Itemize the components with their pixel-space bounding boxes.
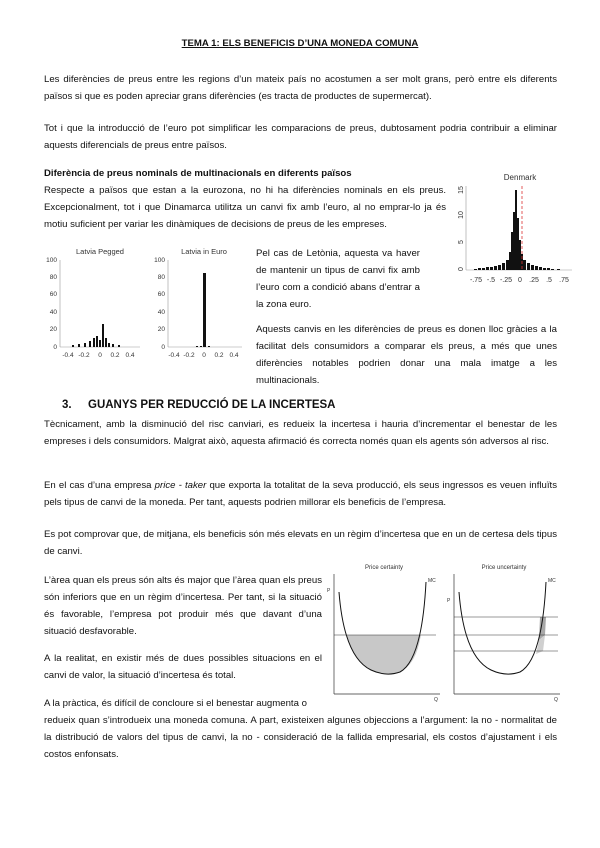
le-ytick-0: 0 <box>161 344 165 351</box>
denmark-xtick-2: -.25 <box>499 277 513 284</box>
le-xtick-4: 0.4 <box>229 352 239 359</box>
chart-denmark <box>454 170 576 285</box>
paragraph-average: Es pot comprovar que, de mitjana, els beneficis són més elevats en un règim d’incertesa que en un de certesa dels tipus de canvi. <box>44 529 557 557</box>
le-xtick-1: -0.2 <box>183 352 195 359</box>
latvia-euro-title: Latvia in Euro <box>181 247 227 256</box>
chart-denmark-title: Denmark <box>503 173 537 182</box>
uncertainty-x-label: Q <box>554 697 558 703</box>
lp-xtick-4: 0.4 <box>125 352 135 359</box>
lp-ytick-5: 100 <box>46 257 57 264</box>
paragraph-reality: A la realitat, en existir més de dues possibles situacions en el canvi de valor, la situació d’incertesa és total. <box>44 653 322 681</box>
lp-ytick-2: 40 <box>49 309 57 316</box>
paragraph-area: L’àrea quan els preus són alts és major que l’àrea quan els preus són inferiors que en un règim d’incertesa. Per tant, si la situació és favorable, l’empresa pot produir més que davant d’una situació desfavorable. <box>44 575 322 637</box>
le-ytick-4: 80 <box>157 274 165 281</box>
certainty-x-label: Q <box>434 697 438 703</box>
paragraph-euro: Tot i que la introducció de l’euro pot simplificar les comparacions de preus, dubtosament podria contribuir a eliminar aquests diferencials de preus entre països. <box>44 123 557 151</box>
price-taker-after: que exporta la totalitat de la seva producció, els seus ingressos es veuen influïts pels tipus de canvi de la moneda. Per tant, aquests podrien millorar els beneficis de l’empresa. <box>44 480 558 508</box>
denmark-xtick-6: .75 <box>559 277 569 284</box>
lp-ytick-3: 60 <box>49 291 57 298</box>
le-xtick-0: -0.4 <box>168 352 180 359</box>
chart-price-uncertainty <box>446 562 564 702</box>
lp-xtick-3: 0.2 <box>110 352 120 359</box>
denmark-xtick-5: .5 <box>546 277 552 284</box>
denmark-ytick-3: 15 <box>458 186 465 194</box>
paragraph-price-taker <box>44 477 557 511</box>
denmark-ytick-1: 5 <box>458 240 465 244</box>
lp-xtick-2: 0 <box>98 352 102 359</box>
certainty-y-label: P <box>327 588 331 594</box>
uncertainty-y-label: P <box>447 598 451 604</box>
le-xtick-2: 0 <box>202 352 206 359</box>
uncertainty-mc-label: MC <box>548 578 556 584</box>
le-ytick-5: 100 <box>154 257 165 264</box>
paragraph-risk: Tècnicament, amb la disminució del risc canviari, es redueix la incertesa i hauria d’incrementar el benestar de les empreses i dels consumidors. Malgrat això, aquesta afirmació és correcta només quan els agents són adversos al risc. <box>44 419 557 447</box>
paragraph-intro: Les diferències de preus entre les regions d’un mateix país no acostumen a ser molt grans, però entre els diferents països si que es poden apreciar grans diferències (es tracta de productes de supermercat). <box>44 74 557 102</box>
le-xtick-3: 0.2 <box>214 352 224 359</box>
chart-latvia-pegged <box>44 244 144 360</box>
paragraph-denmark: Respecte a països que estan a la eurozona, no hi ha diferències nominals en els preus. Excepcionalment, tot i que Dinamarca utilitza un canvi fix amb l’euro, al no emprar-lo ja és motiu suficient per variar les dinàmiques de decisions de preus de les empreses. <box>44 185 446 230</box>
chart-price-certainty <box>326 562 444 702</box>
lp-ytick-0: 0 <box>53 344 57 351</box>
latvia-euro-bars <box>196 273 210 347</box>
certainty-mc-label: MC <box>428 578 436 584</box>
certainty-shaded-area <box>346 635 421 674</box>
lp-xtick-0: -0.4 <box>62 352 74 359</box>
denmark-ytick-2: 10 <box>458 211 465 219</box>
denmark-xtick-4: .25 <box>529 277 539 284</box>
denmark-xtick-3: 0 <box>518 277 522 284</box>
le-ytick-1: 20 <box>157 326 165 333</box>
denmark-bars <box>474 190 560 270</box>
subheading-nominal-prices: Diferència de preus nominals de multinacionals en diferents països <box>44 168 352 179</box>
lp-xtick-1: -0.2 <box>78 352 90 359</box>
lp-ytick-1: 20 <box>49 326 57 333</box>
latvia-pegged-title: Latvia Pegged <box>76 247 124 256</box>
section-3-title: GUANYS PER REDUCCIÓ DE LA INCERTESA <box>88 399 336 411</box>
price-taker-term: price - taker <box>154 480 207 491</box>
section-3-number: 3. <box>62 399 72 411</box>
lp-ytick-4: 80 <box>49 274 57 281</box>
latvia-pegged-bars <box>72 324 120 347</box>
uncertainty-title: Price uncertainty <box>481 565 527 571</box>
le-ytick-2: 40 <box>157 309 165 316</box>
chart-latvia-euro <box>152 244 252 360</box>
price-taker-before: En el cas d’una empresa <box>44 480 155 491</box>
denmark-xtick-0: -.75 <box>469 277 483 284</box>
uncertainty-mc-curve <box>459 582 546 674</box>
le-ytick-3: 60 <box>157 291 165 298</box>
paragraph-changes: Aquests canvis en les diferències de preus es donen lloc gràcies a la facilitat dels consumidors a comparar els preus, a més que unes diferències notables podrien donar una mala imatge a les multinacionals. <box>256 324 557 386</box>
paragraph-practice: redueix quan s’introdueix una moneda comuna. A part, existeixen algunes objeccions a l’argument: la no - normalitat de la distribució de valors del tipus de canvi, la no - consideració de la fallida empresarial, els costos d’ajustament i els costos enfonsats. <box>44 715 557 760</box>
page-title: TEMA 1: ELS BENEFICIS D’UNA MONEDA COMUNA <box>181 38 419 49</box>
denmark-xtick-1: -.5 <box>486 277 496 284</box>
paragraph-latvia: Pel cas de Letònia, aquesta va haver de mantenir un tipus de canvi fix amb l’euro com a condició abans d’entrar a la zona euro. <box>256 248 420 310</box>
paragraph-practice-start: A la pràctica, és difícil de concloure si el benestar augmenta o <box>44 698 307 709</box>
section-3-heading <box>62 399 336 411</box>
denmark-ytick-0: 0 <box>458 267 465 271</box>
certainty-title: Price certainty <box>364 565 404 571</box>
